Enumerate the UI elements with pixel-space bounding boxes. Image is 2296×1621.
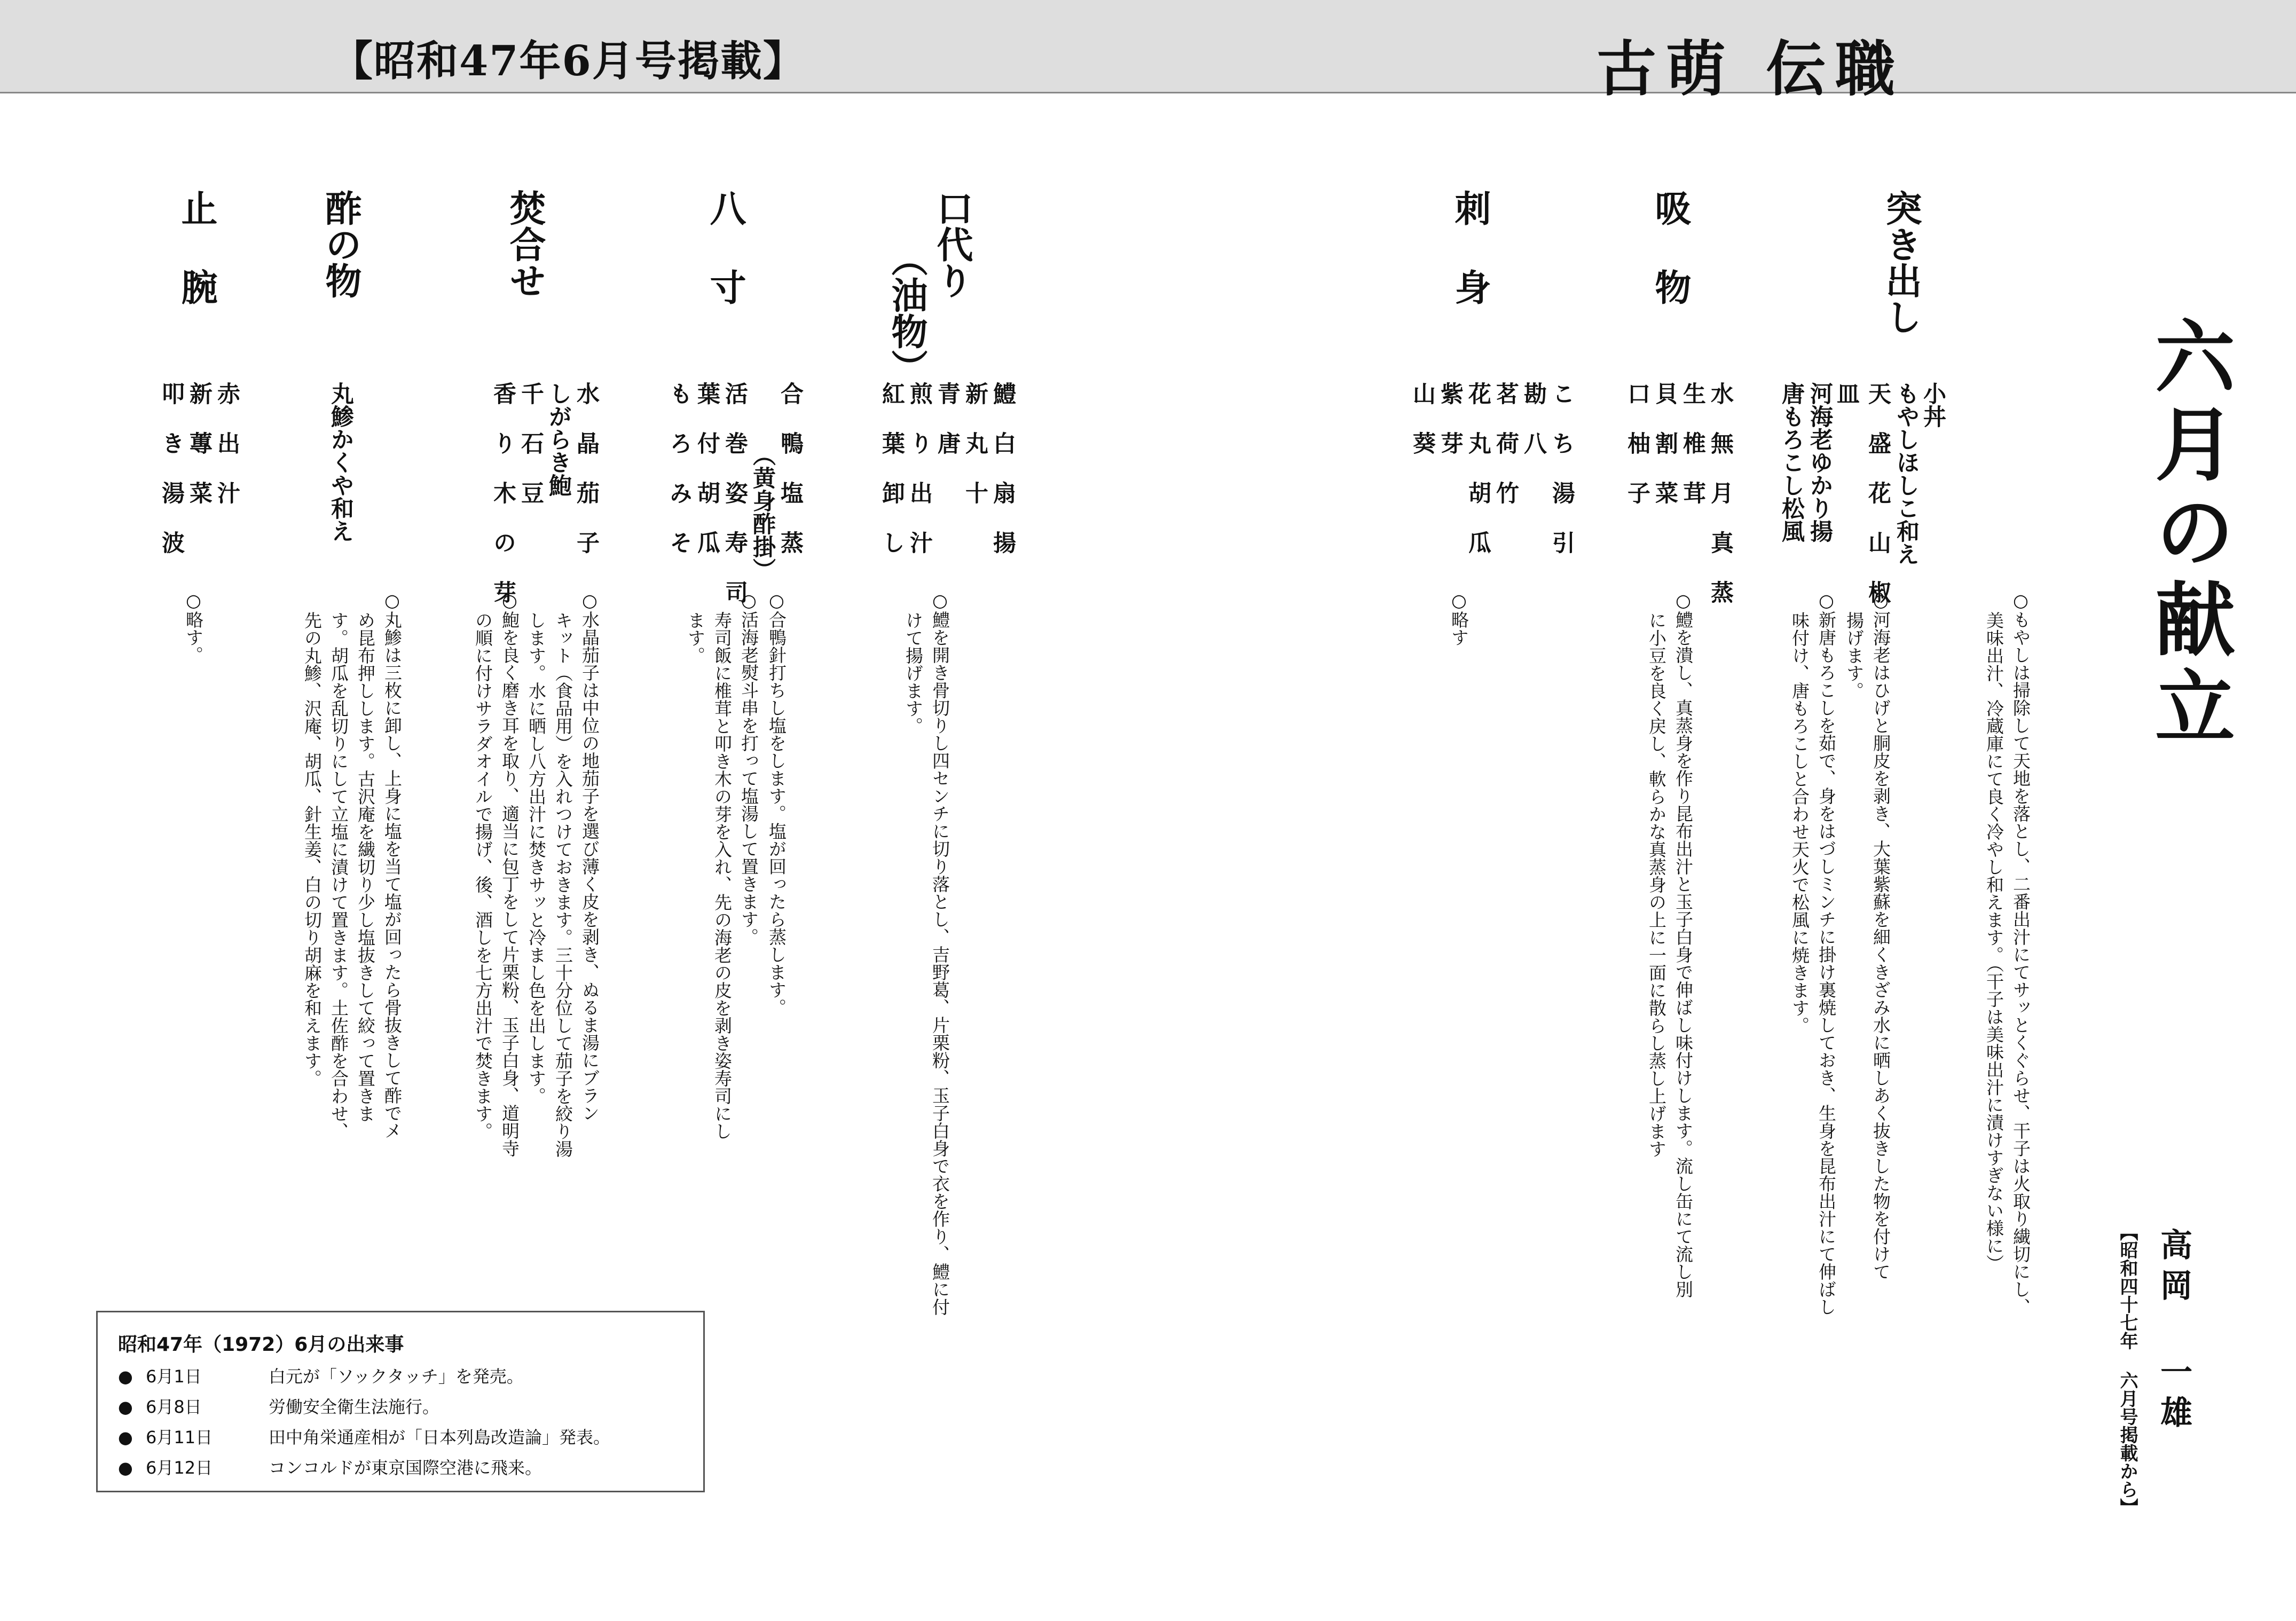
menu-kuchi_n2: けて揚げます。	[903, 611, 924, 735]
menu-tsuki_cat: 突き出し	[1880, 190, 1922, 335]
menu-senkoku: 千 石 豆	[517, 382, 544, 504]
menu-shigaraki: しがらき鮑	[545, 382, 572, 497]
menu-tenmori: 天 盛 花 山 椒	[1865, 382, 1891, 603]
menu-kai: 貝 割 菜	[1652, 382, 1678, 504]
menu-hassun_cat: 八 寸	[704, 190, 746, 305]
events-title: 昭和47年（1972）6月の出来事	[118, 1334, 404, 1356]
menu-aigamo: 合 鴨 塩 蒸	[777, 382, 804, 554]
bullet-icon: ●	[118, 1458, 133, 1478]
author-name: 高岡 一雄	[2155, 1228, 2192, 1436]
menu-shinjun: 新 蓴 菜	[186, 382, 213, 504]
menu-myoga: 茗 荷 竹	[1492, 382, 1519, 504]
events-box	[96, 1311, 705, 1492]
event-item	[118, 1454, 542, 1479]
menu-su_cat: 酢の物	[319, 190, 362, 298]
event-text: 労働安全衛生法施行。	[269, 1397, 440, 1417]
menu-tsuki_n1: ○もやしは掃除して天地を落とし、二番出汁にてサッとくぐらせ、干子は火取り繊切にし、	[2010, 590, 2031, 1316]
menu-sui_n2: に小豆を良く戻し、軟らかな真蒸身の上に一面に散らし蒸し上げます	[1646, 611, 1667, 1158]
menu-aotou: 青 唐	[934, 382, 961, 454]
menu-kimi: （黄身酢掛）	[749, 443, 776, 581]
menu-su_n3: す。胡瓜を乱切りにして立塩に漬けて置きます。土佐酢を合わせ、	[328, 611, 349, 1140]
menu-su_n1: ○丸鯵は三枚に卸し、上身に塩を当て塩が回ったら骨抜きして酢でメ	[382, 590, 403, 1139]
menu-su_n4: 先の丸鯵、沢庵、胡瓜、針生姜、白の切り胡麻を和えます。	[302, 611, 323, 1087]
event-item	[118, 1424, 610, 1449]
menu-suisho: 水 晶 茄 子	[573, 382, 600, 554]
menu-taki_n4: ○鮑を良く磨き耳を取り、適当に包丁をして片栗粉、玉子白身、道明寺	[499, 590, 520, 1157]
menu-ebi: 河海老ゆかり揚	[1806, 382, 1833, 542]
menu-hassun_n4: ます。	[685, 611, 706, 664]
menu-yama: 山 葵	[1409, 382, 1436, 454]
menu-tome_n1: ○略す。	[183, 590, 204, 664]
magazine-logo: 古萌 伝職	[1597, 35, 1905, 104]
menu-marusuzuki: 丸鯵かくや和え	[327, 382, 354, 542]
menu-sara: 皿	[1833, 382, 1860, 405]
menu-kochi: こ ち 湯 引	[1548, 382, 1575, 554]
menu-katsu: 活 巻 姿 寿 司	[721, 382, 748, 603]
menu-su_n2: め昆布押しします。古沢庵を繊切り少し塩抜きして絞って置きま	[355, 611, 376, 1122]
menu-nama: 生 椎 茸	[1679, 382, 1706, 504]
menu-sui_n1: ○鱧を潰し、真蒸身を作り昆布出汁と玉子白身で伸ばし味付けします。流し缶にて流し別	[1673, 590, 1694, 1298]
event-text: コンコルドが東京国際空港に飛来。	[269, 1458, 542, 1478]
menu-mina: 水 無 月 真 蒸	[1707, 382, 1734, 603]
source-note: 【昭和四十七年 六月号掲載から】	[2117, 1223, 2138, 1516]
menu-tsuki_n2: 美味出汁、冷蔵庫にて良く冷やし和えます。（干子は美味出汁に漬けすぎない様に）	[1984, 611, 2004, 1272]
menu-sashi_cat: 刺 身	[1449, 190, 1491, 305]
header-bar	[0, 0, 2296, 104]
menu-sui_cat: 吸 物	[1649, 190, 1692, 305]
menu-momiji: 紅 葉 卸 し	[878, 382, 905, 554]
menu-tome_cat: 止 腕	[175, 190, 218, 305]
menu-tsuki_n6: 味付け、唐もろこしと合わせ天火で松風に焼きます。	[1789, 611, 1810, 1034]
menu-akadashi: 赤 出 汁	[214, 382, 240, 504]
bullet-icon: ●	[118, 1427, 133, 1447]
menu-hassun_n3: 寿司飯に椎茸と叩き木の芽を入れ、先の海老の皮を剥き姿寿司にし	[712, 611, 733, 1140]
menu-kuchi_cat: 口代り	[931, 190, 973, 298]
issue-label: 【昭和47年6月号掲載】	[331, 37, 806, 85]
bullet-icon: ●	[118, 1366, 133, 1387]
menu-moromi: も ろ み そ	[666, 382, 693, 554]
event-text: 白元が「ソックタッチ」を発売。	[269, 1366, 524, 1387]
menu-morokoshi: 唐もろこし松風	[1778, 382, 1805, 542]
event-item	[118, 1363, 524, 1388]
menu-shinmaru: 新 丸 十	[962, 382, 988, 504]
menu-hassun_n1: ○合鴨針打ちし塩をします。塩が回ったら蒸します。	[766, 590, 787, 1016]
menu-tsuki_n5: ○新唐もろこしを茹で、身をはづしミンチに掛け裏焼しておき、生身を昆布出汁にて伸ばし	[1816, 590, 1837, 1316]
menu-tataki: 叩 き 湯 波	[158, 382, 185, 554]
menu-hana: 花 丸 胡 瓜	[1465, 382, 1491, 554]
menu-shiso: 紫 芽	[1437, 382, 1464, 454]
event-item	[118, 1394, 439, 1418]
menu-sashi_n1: ○略す	[1449, 590, 1469, 646]
event-date: 6月12日	[146, 1458, 213, 1478]
bullet-icon: ●	[118, 1397, 133, 1417]
menu-moyashi: もやしほしこ和え	[1893, 382, 1920, 565]
menu-hamo: 鱧 白 扇 揚	[989, 382, 1016, 554]
menu-kouri: 香 り 木 の 芽	[490, 382, 516, 603]
menu-taki_n1: ○水晶茄子は中位の地茄子を選び薄く皮を剥き、ぬるま湯にブラン	[579, 590, 600, 1122]
menu-taki_cat: 焚合せ	[504, 190, 546, 298]
event-date: 6月1日	[146, 1366, 202, 1387]
menu-taki_n5: の順に付けサラダオイルで揚げ、後、酒しを七方出汁で焚きます。	[473, 611, 493, 1140]
menu-kobachi: 小丼	[1920, 382, 1946, 428]
event-date: 6月8日	[146, 1397, 202, 1417]
menu-abura: （油物）	[885, 240, 928, 385]
menu-kan: 勘 八	[1520, 382, 1547, 454]
menu-kuchi_n1: ○鱧を開き骨切りし四センチに切り落とし、吉野葛、片栗粉、玉子白身で衣を作り、鱧に付	[930, 590, 950, 1316]
menu-taki_n2: キット（食品用）を入れつけておきます。三十分位して茄子を絞り湯	[553, 611, 573, 1158]
menu-tsuki_n3: ○河海老はひげと胴皮を剥き、大葉紫蘇を細くきざみ水に晒しあく抜きした物を付けて	[1870, 590, 1891, 1280]
menu-tsuki_n4: 揚げます。	[1844, 611, 1865, 699]
menu-kuchi: 口 柚 子	[1624, 382, 1650, 504]
menu-taki_n3: します。水に晒し八方出汁に焚きサッと冷まし色を出します。	[526, 611, 547, 1105]
event-date: 6月11日	[146, 1427, 213, 1447]
event-text: 田中角栄通産相が「日本列島改造論」発表。	[269, 1427, 611, 1447]
menu-senri: 煎 り 出 汁	[906, 382, 933, 554]
menu-hassun_n2: ○活海老熨斗串を打って塩湯して置きます。	[738, 590, 759, 946]
page-title: 六月の献立	[2141, 315, 2235, 753]
menu-hatsuki: 葉 付 胡 瓜	[694, 382, 720, 554]
